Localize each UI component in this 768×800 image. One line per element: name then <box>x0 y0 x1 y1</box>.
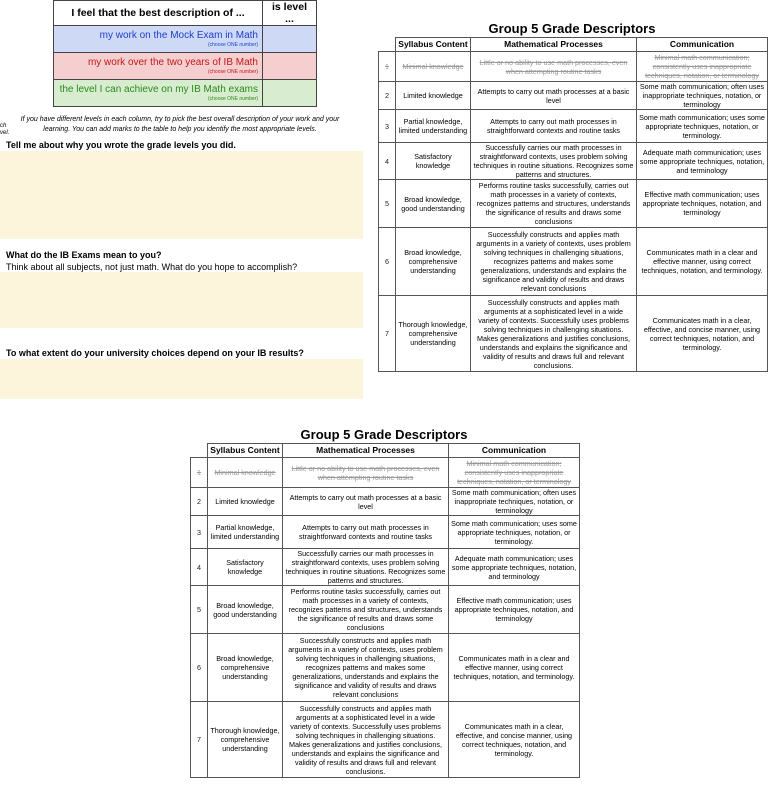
communication-cell: Communicates math in a clear, effective, and concise manner, using correct techniques, notation, and terminology. <box>637 296 768 372</box>
syllabus-cell: Partial knowledge, limited understanding <box>396 110 471 143</box>
communication-cell: Adequate math communication; uses some appropriate techniques, notation, and terminology <box>449 549 580 586</box>
level-cell: 7 <box>379 296 396 372</box>
feel-row-text: the level I can achieve on my IB Math exams <box>59 84 258 95</box>
communication-cell: Communicates math in a clear and effective manner, using correct techniques, notation, and terminology. <box>637 228 768 296</box>
feel-header-desc: I feel that the best description of ... <box>54 1 263 26</box>
header-blank <box>191 444 208 458</box>
grade-row <box>191 488 580 516</box>
feel-row-note: (choose ONE number) <box>207 96 258 102</box>
header-processes: Mathematical Processes <box>471 38 637 52</box>
grade-row <box>191 516 580 549</box>
header-syllabus: Syllabus Content <box>396 38 471 52</box>
processes-cell: Successfully carries our math processes in straightforward contexts, uses problem solving techniques in routine situations. Recognizes some patterns and structures. <box>471 143 637 180</box>
syllabus-cell: Partial knowledge, limited understanding <box>208 516 283 549</box>
feel-level-cell[interactable] <box>263 53 317 80</box>
grade-row <box>191 458 580 488</box>
level-cell: 2 <box>191 488 208 516</box>
header-syllabus: Syllabus Content <box>208 444 283 458</box>
processes-cell: Attempts to carry out math processes at a basic level <box>471 82 637 110</box>
communication-cell: Minimal math communication; consistently uses inappropriate techniques, notation, or terminology <box>449 458 580 488</box>
communication-cell: Minimal math communication; consistently uses inappropriate techniques, notation, or terminology <box>637 52 768 82</box>
feel-header-level: is level ... <box>263 1 317 26</box>
feel-table <box>53 0 317 107</box>
grade-row <box>191 549 580 586</box>
feel-row-note: (choose ONE number) <box>207 69 258 75</box>
communication-cell: Some math communication; uses some appropriate techniques, notation, or terminology. <box>637 110 768 143</box>
header-blank <box>379 38 396 52</box>
communication-cell: Some math communication; often uses inappropriate techniques, notation, or terminology <box>637 82 768 110</box>
clipped-edge-text: ch vel. <box>0 123 10 136</box>
level-cell: 5 <box>379 180 396 228</box>
question-2: What do the IB Exams mean to you? <box>6 250 162 260</box>
processes-cell: Attempts to carry out math processes in straightforward contexts and routine tasks <box>283 516 449 549</box>
level-cell: 4 <box>379 143 396 180</box>
communication-cell: Effective math communication; uses appropriate techniques, notation, and terminology <box>449 586 580 634</box>
feel-row-two-years <box>54 53 317 80</box>
syllabus-cell: Limited knowledge <box>396 82 471 110</box>
level-cell: 6 <box>379 228 396 296</box>
communication-cell: Communicates math in a clear and effective manner, using correct techniques, notation, and terminology. <box>449 634 580 702</box>
feel-row-mock <box>54 26 317 53</box>
processes-cell: Little or no ability to use math processes, even when attempting routine tasks <box>471 52 637 82</box>
communication-cell: Some math communication; often uses inappropriate techniques, notation, or terminology <box>449 488 580 516</box>
syllabus-cell: Broad knowledge, good understanding <box>208 586 283 634</box>
level-cell: 3 <box>379 110 396 143</box>
syllabus-cell: Broad knowledge, good understanding <box>396 180 471 228</box>
syllabus-cell: Thorough knowledge, comprehensive understanding <box>208 702 283 778</box>
header-processes: Mathematical Processes <box>283 444 449 458</box>
syllabus-cell: Limited knowledge <box>208 488 283 516</box>
grade-row <box>191 634 580 702</box>
grade-descriptors-table <box>378 37 768 372</box>
level-cell: 3 <box>191 516 208 549</box>
grade-row <box>379 110 768 143</box>
syllabus-cell: Broad knowledge, comprehensive understanding <box>208 634 283 702</box>
syllabus-cell: Minimal knowledge <box>208 458 283 488</box>
processes-cell: Attempts to carry out math processes in straightforward contexts and routine tasks <box>471 110 637 143</box>
communication-cell: Adequate math communication; uses some appropriate techniques, notation, and terminology <box>637 143 768 180</box>
feel-row-note: (choose ONE number) <box>207 42 258 48</box>
processes-cell: Performs routine tasks successfully, carries out math processes in a variety of contexts, recognizes patterns and structures, understands the significance of results and draws some conclusions <box>471 180 637 228</box>
communication-cell: Communicates math in a clear, effective, and concise manner, using correct techniques, notation, and terminology. <box>449 702 580 778</box>
level-cell: 1 <box>379 52 396 82</box>
grade-row <box>379 296 768 372</box>
syllabus-cell: Satisfactory knowledge <box>208 549 283 586</box>
syllabus-cell: Satisfactory knowledge <box>396 143 471 180</box>
communication-cell: Some math communication; uses some appropriate techniques, notation, or terminology. <box>449 516 580 549</box>
grade-row <box>191 702 580 778</box>
processes-cell: Little or no ability to use math processes, even when attempting routine tasks <box>283 458 449 488</box>
syllabus-cell: Broad knowledge, comprehensive understanding <box>396 228 471 296</box>
question-3: To what extent do your university choices depend on your IB results? <box>6 348 304 358</box>
grade-row <box>379 180 768 228</box>
answer-box-1[interactable] <box>0 151 363 239</box>
level-cell: 7 <box>191 702 208 778</box>
level-cell: 5 <box>191 586 208 634</box>
feel-row-text: my work over the two years of IB Math <box>87 57 258 68</box>
header-communication: Communication <box>449 444 580 458</box>
answer-box-3[interactable] <box>0 359 363 399</box>
syllabus-cell: Minimal knowledge <box>396 52 471 82</box>
processes-cell: Successfully constructs and applies math arguments at a sophisticated level in a wide variety of contexts. Successfully uses problems solving techniques in challenging situations. Makes generalizations and justifies conclusions, understands and explains the significance and validity of results and draws full and relevant conclusions. <box>283 702 449 778</box>
grade-table-title-copy: Group 5 Grade Descriptors <box>300 427 468 442</box>
grade-row <box>379 52 768 82</box>
processes-cell: Performs routine tasks successfully, carries out math processes in a variety of contexts, recognizes patterns and structures, understands the significance of results and draws some conclusions <box>283 586 449 634</box>
feel-level-cell[interactable] <box>263 80 317 107</box>
processes-cell: Successfully constructs and applies math arguments in a variety of contexts, uses problem solving techniques in challenging situations, recognizes patterns and makes some generalizations, understands and explains the significance and validity of results and draws relevant conclusions <box>471 228 637 296</box>
processes-cell: Successfully constructs and applies math arguments at a sophisticated level in a wide variety of contexts. Successfully uses problems solving techniques in challenging situations. Makes generalizations and justifies conclusions, understands and explains the significance and validity of results and draws full and relevant conclusions. <box>471 296 637 372</box>
processes-cell: Successfully carries our math processes in straightforward contexts, uses problem solving techniques in routine situations. Recognizes some patterns and structures. <box>283 549 449 586</box>
feel-level-cell[interactable] <box>263 26 317 53</box>
grade-table-title: Group 5 Grade Descriptors <box>488 21 656 36</box>
feel-row-text: my work on the Mock Exam in Math <box>99 30 258 41</box>
instructions-text: If you have different levels in each column, try to pick the best overall description of your work and your learning. You can add marks to the table to help you identify the most appropriate levels. <box>20 116 340 133</box>
grade-descriptors-table-copy <box>190 443 580 778</box>
processes-cell: Attempts to carry out math processes at a basic level <box>283 488 449 516</box>
feel-row-exams <box>54 80 317 107</box>
question-1: Tell me about why you wrote the grade levels you did. <box>6 140 236 150</box>
header-communication: Communication <box>637 38 768 52</box>
grade-row <box>379 228 768 296</box>
question-2-sub: Think about all subjects, not just math. What do you hope to accomplish? <box>6 262 298 272</box>
processes-cell: Successfully constructs and applies math arguments in a variety of contexts, uses problem solving techniques in challenging situations, recognizes patterns and makes some generalizations, understands and explains the significance and validity of results and draws relevant conclusions <box>283 634 449 702</box>
level-cell: 1 <box>191 458 208 488</box>
level-cell: 2 <box>379 82 396 110</box>
level-cell: 6 <box>191 634 208 702</box>
grade-row <box>379 82 768 110</box>
answer-box-2[interactable] <box>0 272 363 328</box>
communication-cell: Effective math communication; uses appropriate techniques, notation, and terminology <box>637 180 768 228</box>
grade-row <box>379 143 768 180</box>
syllabus-cell: Thorough knowledge, comprehensive understanding <box>396 296 471 372</box>
level-cell: 4 <box>191 549 208 586</box>
grade-row <box>191 586 580 634</box>
